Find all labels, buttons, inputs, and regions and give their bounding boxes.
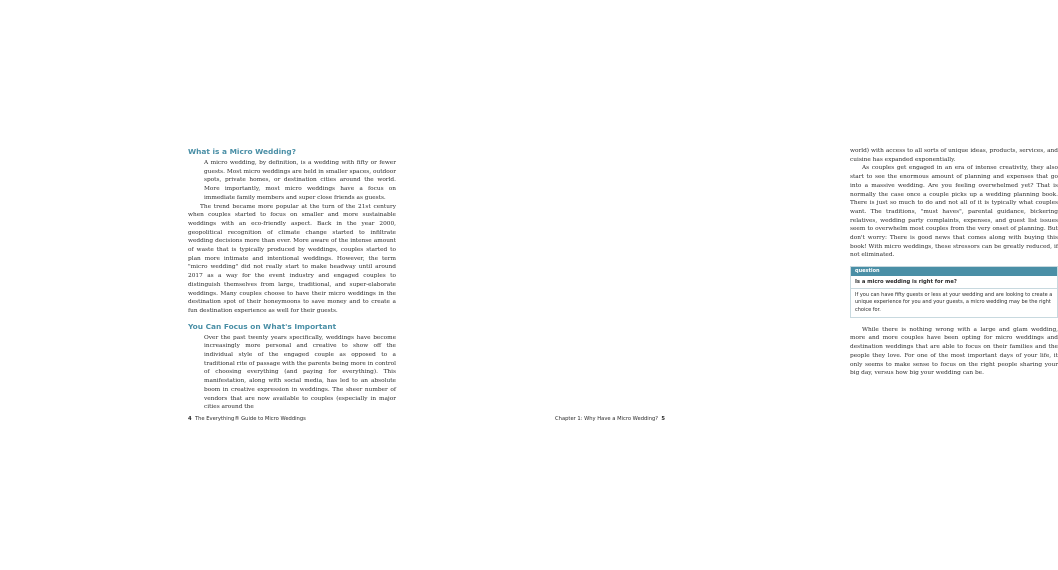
- page-number-left: 4: [188, 416, 192, 422]
- question-box-answer: If you can have fifty guests or less at your wedding and are looking to create a unique experience for you and your guests, a micro wedding may be the right choice for.: [855, 292, 1053, 313]
- left-footer: [188, 415, 306, 423]
- right-column: [850, 147, 1058, 378]
- paragraph-planning: As couples get engaged in an era of intense creativity, they also start to see the enormous amount of planning and expenses that go into a massive wedding. Are you feeling overwhelmed yet? That is normally the case once a couple picks up a wedding planning book. There is just so much to do and not all of it is typically what couples want. The traditions, "must haves", parental guidance, bickering relatives, wedding party complaints, expenses, and guest list issues seem to overwhelm most couples from the very onset of planning. But don't worry: There is good news that comes along with buying this book! With micro weddings, these stressors can be greatly reduced, if not eliminated.: [850, 165, 1058, 259]
- running-title-right: Chapter 1: Why Have a Micro Wedding?: [555, 416, 659, 422]
- running-title-left: The Everything® Guide to Micro Weddings: [194, 416, 306, 422]
- question-box-label: question: [851, 267, 1057, 276]
- paragraph-large-vs-micro: While there is nothing wrong with a large and glam wedding, more and more couples have been opting for micro weddings and destination weddings that are able to focus on their families and the people they love. For one of the most important days of your life, it only seems to make sense to focus on the right people sharing your big day, versus how big your wedding can be.: [850, 326, 1058, 377]
- paragraph-personal-weddings: Over the past twenty years specifically, weddings have become increasingly more personal and creative to show off the individual style of the engaged couple as opposed to a traditional rite of passage with the parents being more in control of choosing everything (and paying for everything). This manifestation, along with social media, has led to an absolute boom in creative expression in weddings. The sheer number of vendors that are now available to couples (especially in major cities around the: [204, 334, 396, 411]
- paragraph-continued: world) with access to all sorts of unique ideas, products, services, and cuisine has expanded exponentially.: [850, 148, 1058, 163]
- question-box: [850, 266, 1058, 318]
- right-footer: [555, 415, 665, 423]
- right-page: [400, 0, 1058, 570]
- question-box-question: Is a micro wedding is right for me?: [851, 276, 1057, 289]
- left-column: [188, 147, 396, 412]
- paragraph-definition: A micro wedding, by definition, is a wedding with fifty or fewer guests. Most micro weddings are held in smaller spaces, outdoor spots, private homes, or destination cities around the world. More importantly, most micro weddings have a focus on immediate family members and super close friends as guests.: [204, 160, 396, 201]
- section-heading-focus: You Can Focus on What's Important: [188, 321, 337, 331]
- paragraph-trend: The trend became more popular at the turn of the 21st century when couples started to focus on smaller and more sustainable weddings with an eco-friendly aspect. Back in the year 2000, geopolitical recognition of climate change started to infiltrate wedding decisions more than ever. More aware of the intense amount of waste that is typically produced by weddings, couples started to plan more intimate and intentional weddings. However, the term "micro wedding" did not really start to make headway until around 2017 as a way for the event industry and engaged couples to distinguish themselves from large, traditional, and super-elaborate weddings. Many couples choose to have their micro weddings in the destination spot of their honeymoons to save money and to create a fun destination experience as well for their guests.: [188, 203, 396, 314]
- page-number-right: 5: [661, 416, 665, 422]
- left-page: [0, 0, 400, 570]
- section-heading-micro-wedding: What is a Micro Wedding?: [188, 147, 296, 156]
